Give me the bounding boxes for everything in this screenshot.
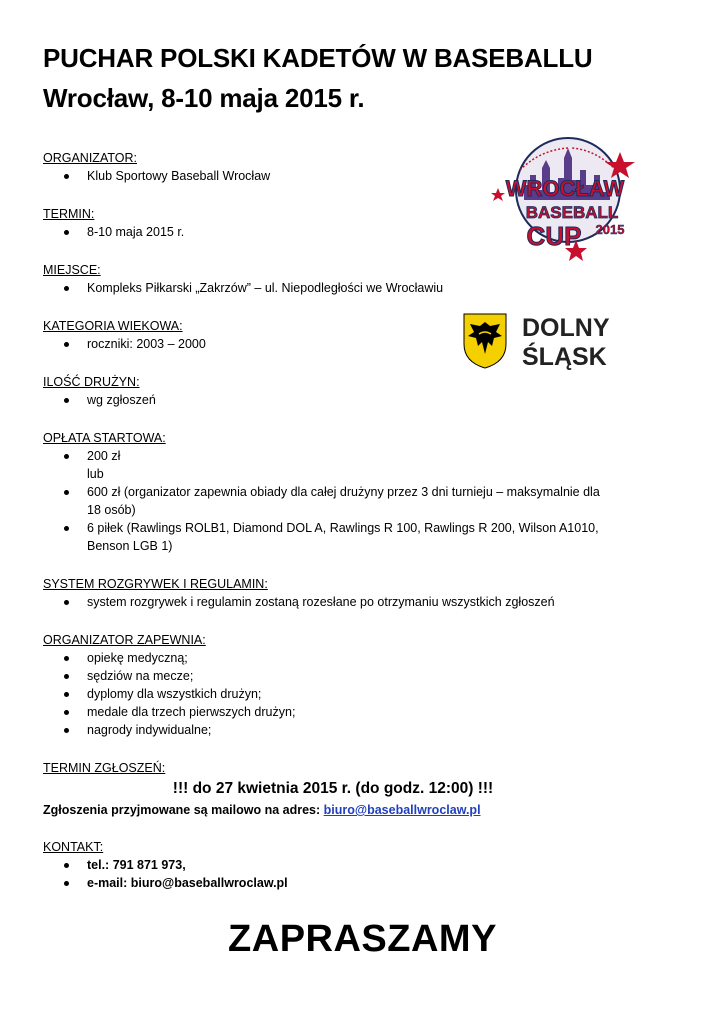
section-heading-zapewnia: ORGANIZATOR ZAPEWNIA: — [43, 633, 206, 647]
list-item: medale dla trzech pierwszych drużyn; — [43, 703, 663, 721]
list-item: wg zgłoszeń — [43, 391, 663, 409]
section-heading-system: SYSTEM ROZGRYWEK I REGULAMIN: — [43, 577, 268, 591]
invitation-footer: ZAPRASZAMY — [228, 918, 497, 960]
kategoria-list — [43, 335, 663, 353]
list-item — [43, 447, 663, 483]
cup-logo-text-3: CUP — [526, 221, 582, 251]
title-line-2: Wrocław, 8-10 maja 2015 r. — [43, 83, 365, 113]
fee-or-label: lub — [87, 467, 104, 481]
title-line-1: PUCHAR POLSKI KADETÓW W BASEBALLU — [43, 43, 593, 73]
fee-option-3-line-2: Benson LGB 1) — [87, 539, 173, 553]
list-item: roczniki: 2003 – 2000 — [43, 335, 663, 353]
termin-list — [43, 223, 663, 241]
section-heading-zgloszenia: TERMIN ZGŁOSZEŃ: — [43, 761, 166, 775]
fee-option-3-line-1: 6 piłek (Rawlings ROLB1, Diamond DOL A, Rawlings R 100, Rawlings R 200, Wilson A1010, — [87, 521, 599, 535]
registration-email-link[interactable]: biuro@baseballwroclaw.pl — [323, 803, 481, 817]
list-item — [43, 483, 663, 519]
section-heading-kontakt: KONTAKT: — [43, 840, 104, 854]
registration-deadline: !!! do 27 kwietnia 2015 r. (do godz. 12:00) !!! — [172, 780, 494, 797]
fee-option-1: 200 zł — [87, 449, 121, 463]
list-item: sędziów na mecze; — [43, 667, 663, 685]
list-item: system rozgrywek i regulamin zostaną rozesłane po otrzymaniu wszystkich zgłoszeń — [43, 593, 663, 611]
contact-email: e-mail: biuro@baseballwroclaw.pl — [43, 874, 663, 892]
oplata-list — [43, 447, 663, 555]
cup-logo-text-1: WROCŁAW — [505, 176, 625, 201]
zapewnia-list — [43, 649, 663, 739]
section-heading-ilosc: ILOŚĆ DRUŻYN: — [43, 375, 140, 389]
section-heading-organizator: ORGANIZATOR: — [43, 151, 137, 165]
list-item — [43, 519, 663, 555]
fee-option-2-line-1: 600 zł (organizator zapewnia obiady dla całej drużyny przez 3 dni turnieju – maksymalnie dla — [87, 485, 600, 499]
contact-phone: tel.: 791 871 973, — [43, 856, 663, 874]
section-heading-kategoria: KATEGORIA WIEKOWA: — [43, 319, 183, 333]
registration-mail-label: Zgłoszenia przyjmowane są mailowo na adres: — [43, 803, 324, 817]
miejsce-list — [43, 279, 663, 297]
section-heading-miejsce: MIEJSCE: — [43, 263, 101, 277]
organizator-list — [43, 167, 663, 185]
registration-mail-line — [43, 801, 663, 819]
list-item: 8-10 maja 2015 r. — [43, 223, 663, 241]
cup-logo-text-2: BASEBALL — [525, 203, 619, 222]
region-logo-text-1: DOLNY — [522, 314, 610, 342]
system-list — [43, 593, 663, 611]
fee-option-2-line-2: 18 osób) — [87, 503, 136, 517]
document-body — [43, 149, 663, 892]
list-item: dyplomy dla wszystkich drużyn; — [43, 685, 663, 703]
section-heading-termin: TERMIN: — [43, 207, 95, 221]
page-title — [43, 38, 593, 118]
region-logo-text-2: ŚLĄSK — [522, 343, 607, 370]
list-item: nagrody indywidualne; — [43, 721, 663, 739]
list-item: Kompleks Piłkarski „Zakrzów” – ul. Niepodległości we Wrocławiu — [43, 279, 663, 297]
section-heading-oplata: OPŁATA STARTOWA: — [43, 431, 166, 445]
cup-logo-year: 2015 — [595, 222, 625, 237]
list-item: opiekę medyczną; — [43, 649, 663, 667]
kontakt-list — [43, 856, 663, 892]
ilosc-list — [43, 391, 663, 409]
list-item: Klub Sportowy Baseball Wrocław — [43, 167, 663, 185]
